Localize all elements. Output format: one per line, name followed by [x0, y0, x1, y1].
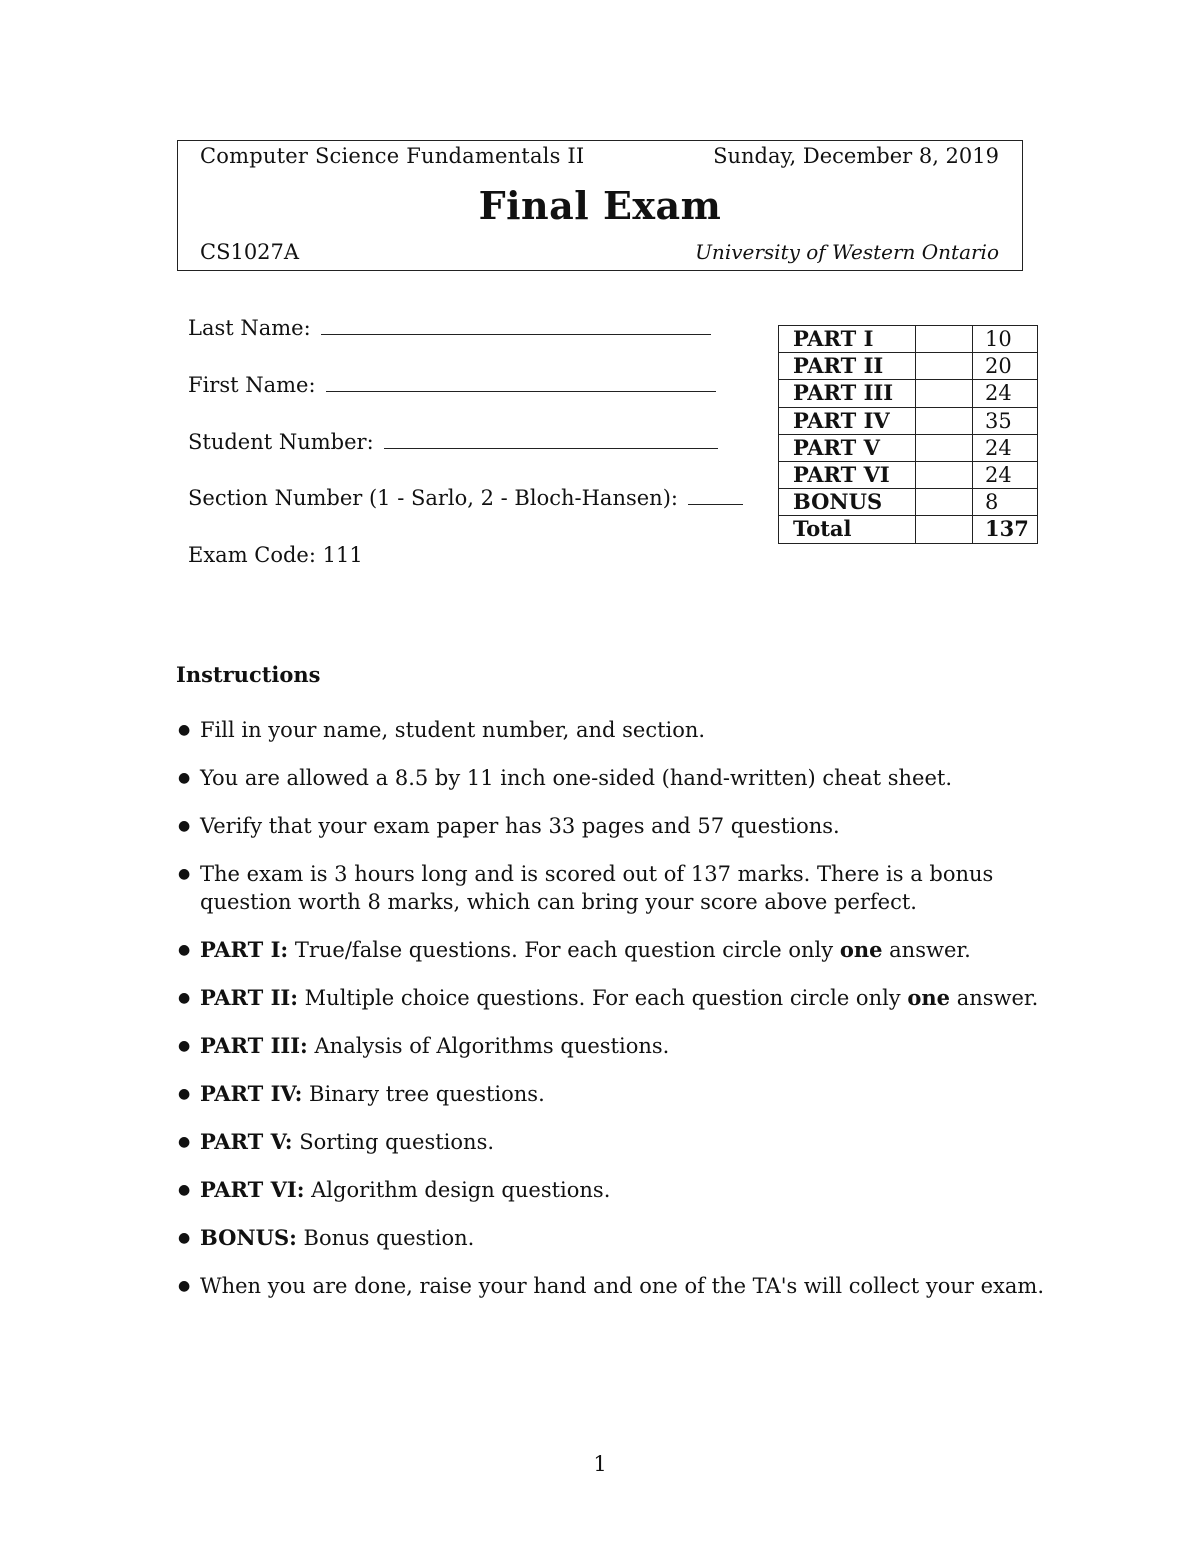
instruction-part-label: PART I: [200, 937, 289, 962]
marks-table [778, 325, 1038, 544]
instruction-item [176, 860, 1060, 916]
marks-row [779, 434, 1038, 461]
instruction-item [176, 1176, 1060, 1204]
section-number-field[interactable] [188, 486, 743, 510]
instruction-text: Verify that your exam paper has 33 pages and 57 questions. [200, 814, 840, 838]
marks-score-cell[interactable] [916, 326, 973, 353]
marks-max-value: 137 [973, 516, 1038, 543]
bullet-icon: ● [178, 770, 191, 786]
marks-row [779, 407, 1038, 434]
marks-part-label: PART I [779, 326, 916, 353]
course-name: Computer Science Fundamentals II [200, 144, 585, 168]
course-code: CS1027A [200, 240, 300, 264]
bullet-icon: ● [178, 1278, 191, 1294]
last-name-field[interactable] [188, 316, 711, 340]
instruction-item [176, 764, 1060, 792]
instruction-text: Fill in your name, student number, and section. [200, 718, 706, 742]
marks-max-value: 24 [973, 380, 1038, 407]
student-number-label: Student Number: [188, 430, 374, 454]
instruction-item [176, 1032, 1060, 1060]
bullet-icon: ● [178, 722, 191, 738]
marks-row [779, 380, 1038, 407]
instruction-item [176, 1128, 1060, 1156]
marks-part-label: PART V [779, 434, 916, 461]
marks-score-cell[interactable] [916, 353, 973, 380]
marks-part-label: BONUS [779, 489, 916, 516]
instruction-part-label: PART V: [200, 1129, 293, 1154]
marks-part-label: PART III [779, 380, 916, 407]
instruction-emphasis: one [907, 985, 950, 1010]
marks-part-label: PART IV [779, 407, 916, 434]
student-number-line[interactable] [384, 447, 718, 449]
last-name-label: Last Name: [188, 316, 311, 340]
marks-row [779, 461, 1038, 488]
bullet-icon: ● [178, 1230, 191, 1246]
exam-code-label: Exam Code: 111 [188, 543, 363, 567]
instruction-part-label: PART III: [200, 1033, 308, 1058]
instruction-text: Algorithm design questions. [311, 1178, 611, 1202]
university-name: University of Western Ontario [695, 240, 999, 264]
bullet-icon: ● [178, 1086, 191, 1102]
instruction-text: The exam is 3 hours long and is scored out of 137 marks. There is a bonus question worth 8 marks, which can bring your score above perfect. [200, 862, 994, 914]
student-number-field[interactable] [188, 430, 718, 454]
instruction-text: Sorting questions. [299, 1130, 495, 1154]
section-number-line[interactable] [688, 503, 743, 505]
bullet-icon: ● [178, 1134, 191, 1150]
page-number: 1 [593, 1452, 607, 1476]
instruction-tail: answer. [889, 938, 971, 962]
exam-date: Sunday, December 8, 2019 [713, 144, 999, 168]
marks-part-label: PART II [779, 353, 916, 380]
marks-row [779, 489, 1038, 516]
exam-header [177, 140, 1023, 271]
marks-score-cell[interactable] [916, 407, 973, 434]
marks-part-label: PART VI [779, 461, 916, 488]
bullet-icon: ● [178, 1182, 191, 1198]
marks-max-value: 20 [973, 353, 1038, 380]
instruction-item [176, 1272, 1060, 1300]
instructions-heading: Instructions [176, 662, 321, 687]
instruction-tail: answer. [956, 986, 1039, 1010]
instruction-part-label: PART II: [200, 985, 298, 1010]
bullet-icon: ● [178, 866, 191, 882]
exam-title: Final Exam [478, 183, 722, 228]
instruction-text: Multiple choice questions. For each question circle only [304, 986, 901, 1010]
instruction-part-label: PART VI: [200, 1177, 305, 1202]
instruction-text: Bonus question. [303, 1226, 475, 1250]
marks-score-cell[interactable] [916, 516, 973, 543]
instruction-text: Binary tree questions. [309, 1082, 545, 1106]
instructions-list [176, 716, 1060, 1320]
marks-max-value: 8 [973, 489, 1038, 516]
marks-max-value: 10 [973, 326, 1038, 353]
instruction-item [176, 1224, 1060, 1252]
exam-code [188, 543, 363, 567]
instruction-text: When you are done, raise your hand and one of the TA's will collect your exam. [200, 1274, 1044, 1298]
marks-score-cell[interactable] [916, 380, 973, 407]
instruction-item [176, 1080, 1060, 1108]
marks-row [779, 326, 1038, 353]
bullet-icon: ● [178, 990, 191, 1006]
first-name-field[interactable] [188, 373, 716, 397]
section-number-label: Section Number (1 - Sarlo, 2 - Bloch-Hansen): [188, 486, 678, 510]
bullet-icon: ● [178, 1038, 191, 1054]
bullet-icon: ● [178, 818, 191, 834]
instruction-item [176, 812, 1060, 840]
first-name-label: First Name: [188, 373, 316, 397]
marks-row [779, 353, 1038, 380]
first-name-line[interactable] [326, 390, 716, 392]
last-name-line[interactable] [321, 333, 711, 335]
marks-part-label: Total [779, 516, 916, 543]
instruction-text: Analysis of Algorithms questions. [314, 1034, 670, 1058]
marks-score-cell[interactable] [916, 434, 973, 461]
instruction-item [176, 716, 1060, 744]
marks-score-cell[interactable] [916, 489, 973, 516]
instruction-text: True/false questions. For each question circle only [294, 938, 834, 962]
bullet-icon: ● [178, 942, 191, 958]
instruction-item [176, 936, 1060, 964]
instruction-part-label: PART IV: [200, 1081, 303, 1106]
marks-max-value: 24 [973, 461, 1038, 488]
instruction-emphasis: one [839, 937, 883, 962]
instruction-text: You are allowed a 8.5 by 11 inch one-sided (hand-written) cheat sheet. [200, 766, 953, 790]
instruction-part-label: BONUS: [200, 1225, 297, 1250]
instruction-item [176, 984, 1060, 1012]
marks-max-value: 24 [973, 434, 1038, 461]
marks-max-value: 35 [973, 407, 1038, 434]
marks-score-cell[interactable] [916, 461, 973, 488]
marks-row [779, 516, 1038, 543]
